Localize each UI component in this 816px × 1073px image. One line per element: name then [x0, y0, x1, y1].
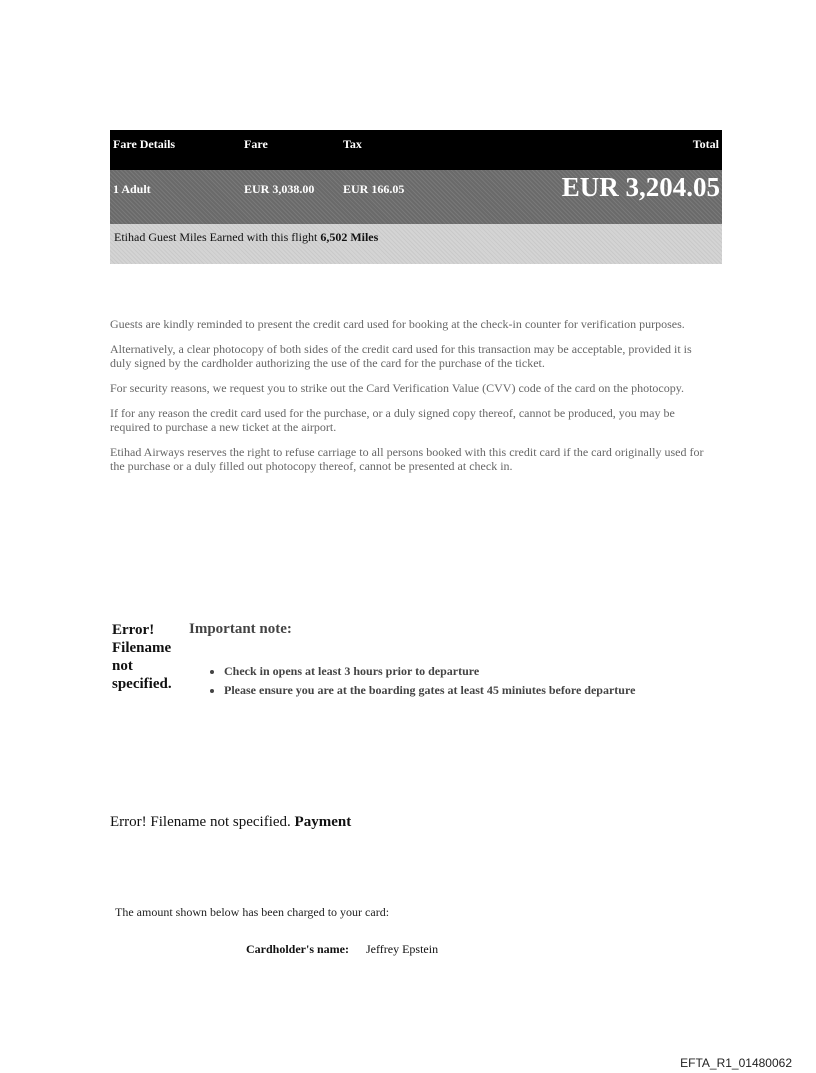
fare-amount: EUR 3,038.00: [244, 182, 315, 196]
fare-row: [110, 170, 722, 224]
note-paragraph: Alternatively, a clear photocopy of both sides of the credit card used for this transaction may be acceptable, provided it is duly signed by the cardholder authorizing the use of the card for the purchase of the ticket.: [110, 342, 692, 370]
note-paragraph: Etihad Airways reserves the right to refuse carriage to all persons booked with this credit card if the card originally used for the purchase or a duly filled out photocopy thereof, cannot be presented at check in.: [110, 445, 704, 473]
payment-title: Payment: [294, 814, 352, 830]
total-amount: EUR 3,204.05: [561, 172, 720, 202]
fare-table: [110, 130, 722, 264]
miles-row: [110, 224, 722, 264]
payment-heading: [110, 814, 351, 831]
payment-error-text: Error! Filename not specified.: [110, 814, 291, 830]
header-fare-details: Fare Details: [113, 137, 176, 151]
image-error-text: Error! Filename not specified.: [112, 622, 172, 692]
miles-text: [114, 230, 378, 245]
note-paragraph: Guests are kindly reminded to present the credit card used for booking at the check-in counter for verification purposes.: [110, 317, 685, 331]
header-fare: Fare: [244, 137, 268, 151]
header-tax: Tax: [343, 137, 362, 151]
cardholder-line: [246, 942, 438, 957]
fare-table-header: [110, 130, 722, 170]
charged-text: The amount shown below has been charged to your card:: [115, 905, 390, 919]
header-total: Total: [692, 137, 719, 151]
note-paragraph: For security reasons, we request you to strike out the Card Verification Value (CVV) code of the card on the photocopy.: [110, 381, 684, 395]
cardholder-label: Cardholder's name:: [246, 942, 349, 956]
miles-value: 6,502 Miles: [320, 230, 379, 244]
important-note-title: Important note:: [189, 621, 292, 637]
important-note-item: • Please ensure you are at the boarding gates at least 45 miniutes before departure: [224, 681, 635, 700]
note-paragraph: If for any reason the credit card used for the purchase, or a duly signed copy thereof, cannot be produced, you may be required to purchase a new ticket at the airport.: [110, 406, 675, 434]
passenger-count: 1 Adult: [113, 182, 151, 196]
verification-notes: [110, 317, 710, 484]
cardholder-value: Jeffrey Epstein: [366, 942, 439, 956]
important-note-item: • Check in opens at least 3 hours prior to departure: [224, 662, 635, 681]
tax-amount: EUR 166.05: [343, 182, 405, 196]
document-id: EFTA_R1_01480062: [680, 1056, 792, 1070]
miles-label: Etihad Guest Miles Earned with this flight: [114, 230, 318, 244]
important-note-list: [208, 662, 635, 700]
